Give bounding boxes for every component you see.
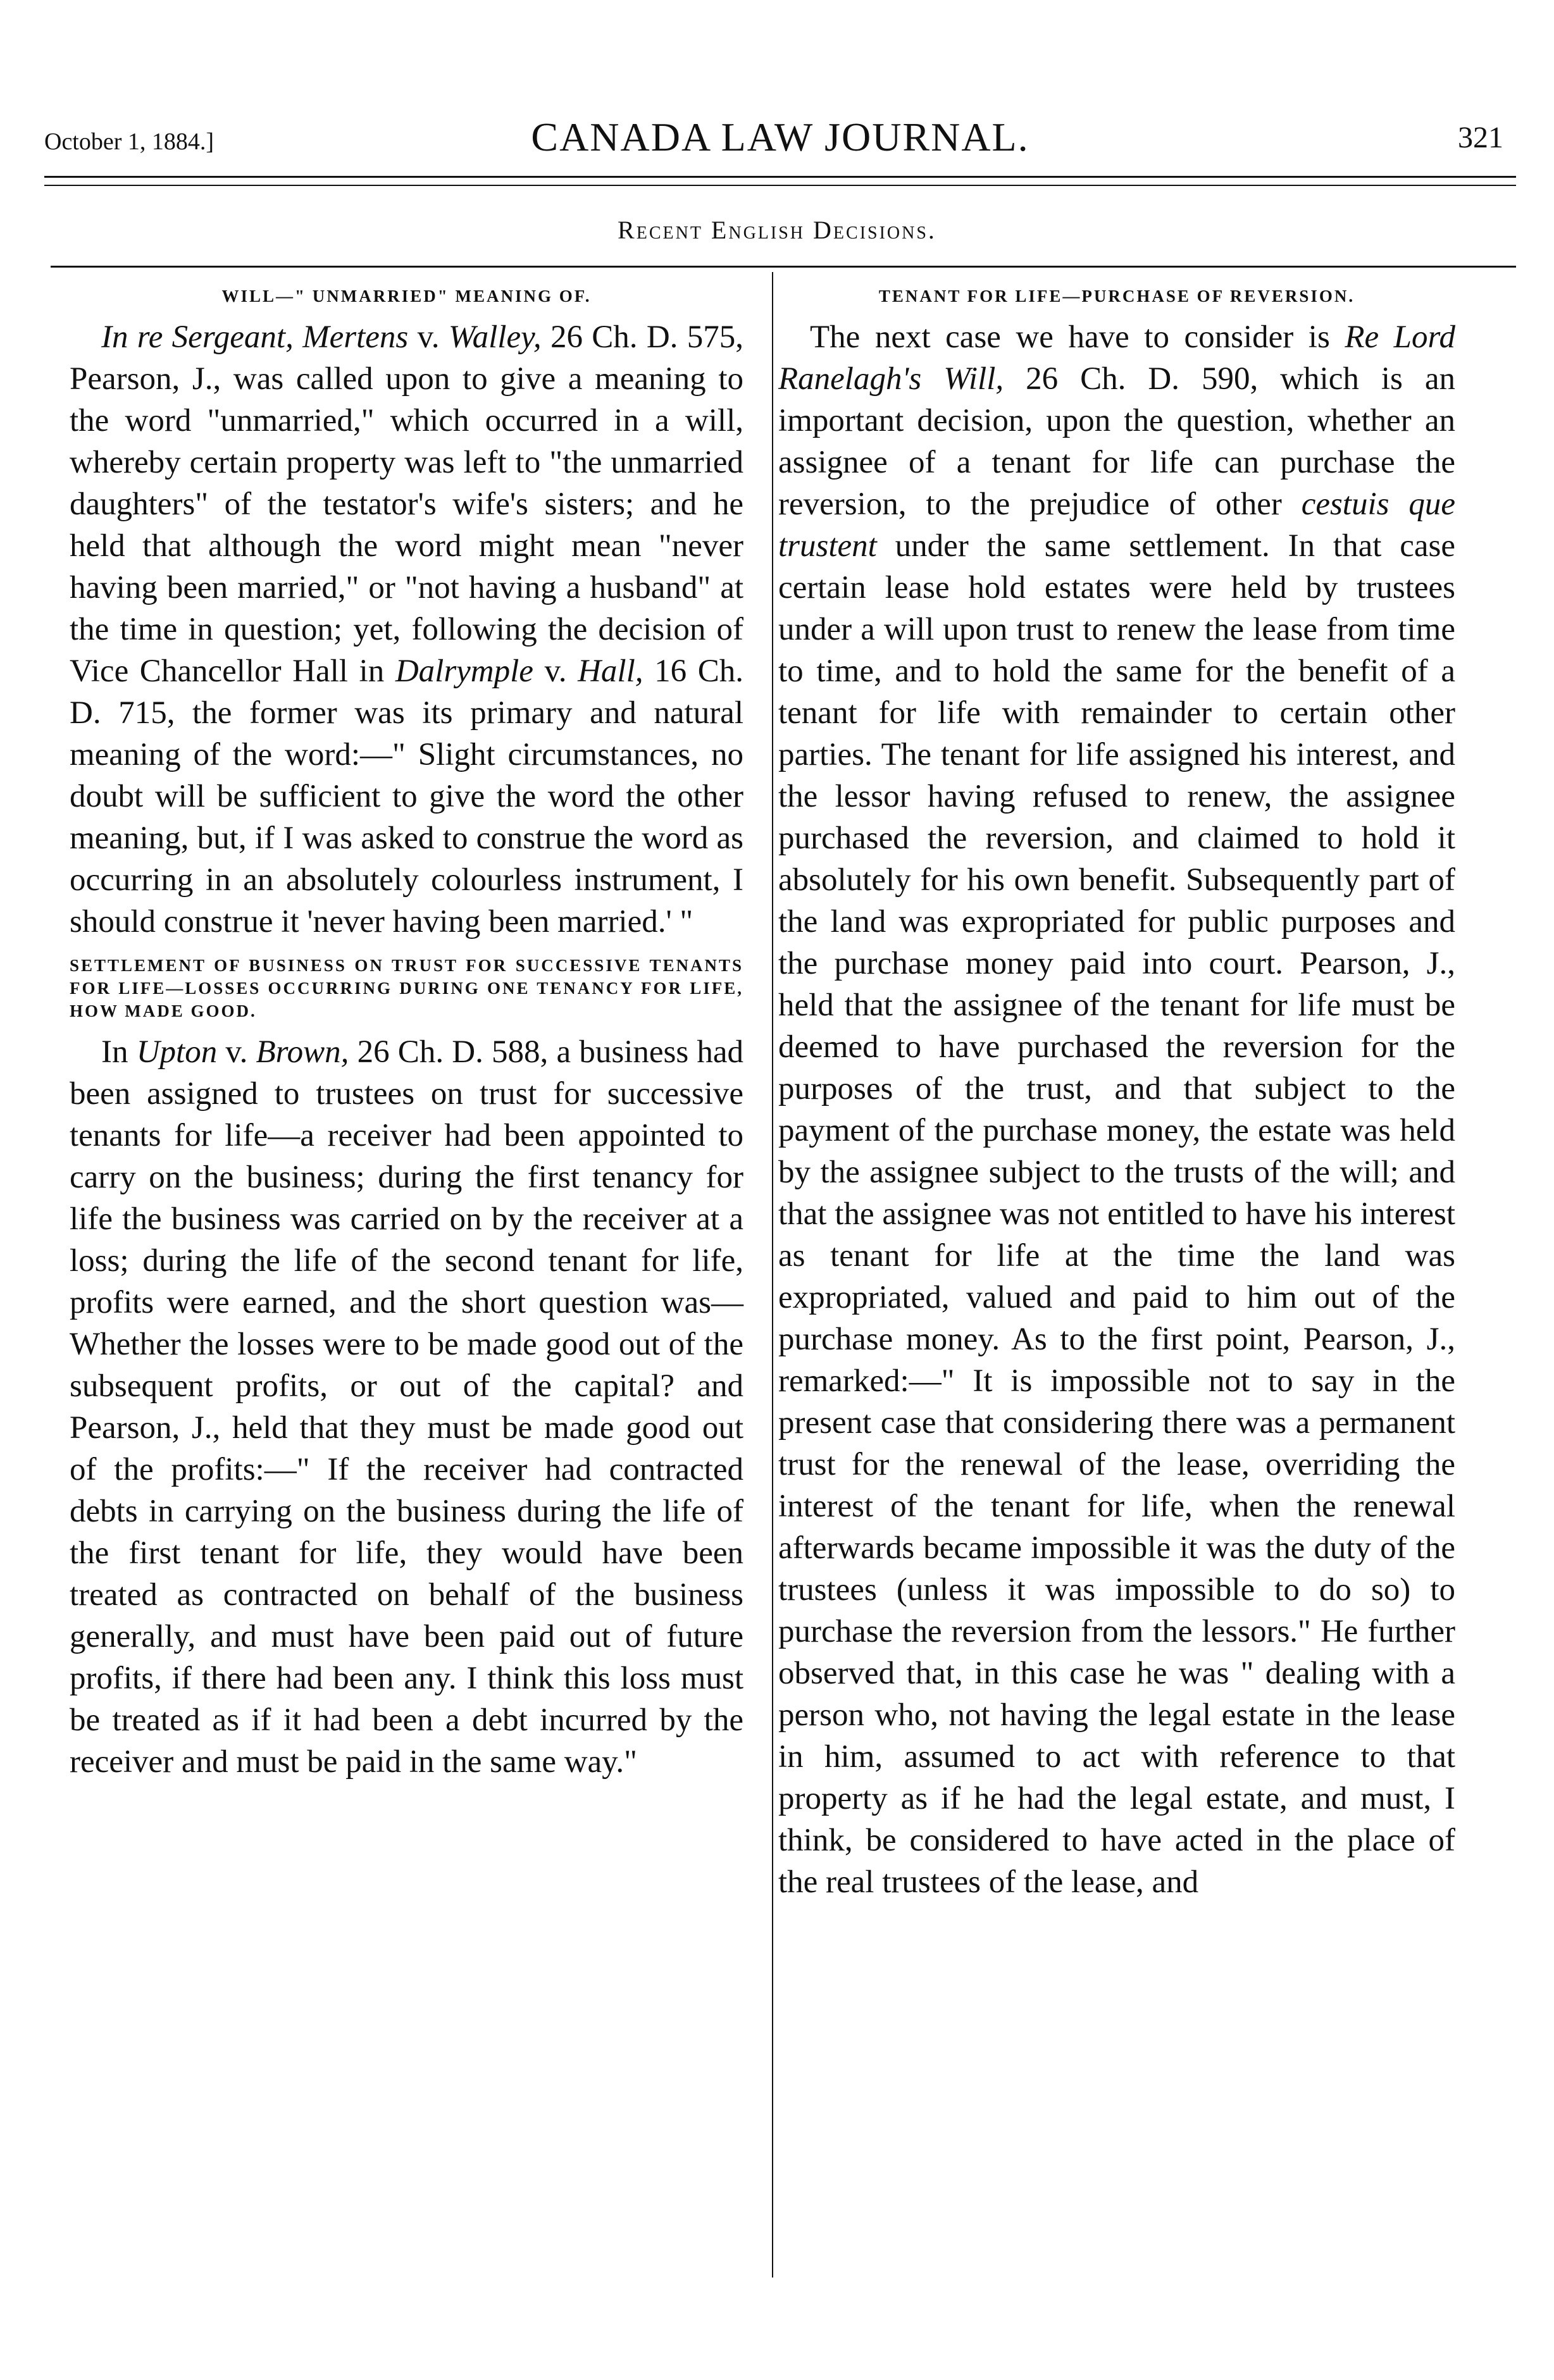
journal-title: CANADA LAW JOURNAL. — [531, 115, 1029, 159]
paragraph-sergeant-case — [70, 316, 743, 943]
right-column — [778, 285, 1455, 1914]
latin-term: cestuis que trustent — [778, 487, 1455, 564]
left-column — [70, 285, 743, 1794]
case-name: Dalrymple — [395, 654, 533, 689]
versus: v. — [533, 654, 578, 689]
paragraph-text: under the same settlement. In that case certain lease hold estates were held by trustees under a will upon trust to renew the lease from time to time, and to hold the same for the benefit of a tenant for life with remainder to certain other parties. The tenant for life assigned his interest, and the lessor having refused to renew, the assignee purchased the reversion, and claimed to hold it absolutely for his own benefit. Subsequently part of the land was expropriated for public purposes and the purchase money paid into court. Pearson, J., held that the assignee of the tenant for life must be deemed to have purchased the reversion for the purposes of the trust, and that subject to the payment of the purchase money, the estate was held by the assignee subject to the trusts of the will; and that the assignee was not entitled to have his interest as tenant for life at the time the land was expropriated, valued and paid to him out of the purchase money. As to the first point, Pearson, J., remarked:—" It is impossible not to say in the present case that considering there was a permanent trust for the renewal of the lease, overriding the interest of the tenant for life, when the renewal afterwards became impossible it was the duty of the trustees (unless it was impossible to do so) to purchase the reversion from the lessors." He further observed that, in this case he was " dealing with a person who, not having the legal estate in the lease in him, assumed to act with reference to that property as if he had the legal estate, and must, I think, be considered to have acted in the place of the real trustees of the lease, and — [778, 528, 1455, 1900]
paragraph-text: 26 Ch. D. 575, Pearson, J., was called upon to give a meaning to the word "unmarried," which occurred in a will, whereby certain property was left to "the unmarried daughters" of the testator's wife's sisters; and he held that although the word might mean "never having been married," or "not having a husband" at the time in question; yet, following the decision of Vice Chancellor Hall in — [70, 319, 743, 689]
header-rule-bottom — [44, 185, 1516, 186]
paragraph-text: The next case we have to consider is — [810, 319, 1345, 355]
heading-settlement-business: SETTLEMENT OF BUSINESS ON TRUST FOR SUCCESSIVE TENANTS FOR LIFE—LOSSES OCCURRING DURING ONE TENANCY FOR LIFE, HOW MADE GOOD. — [70, 956, 743, 1020]
section-rule — [51, 266, 1516, 268]
page-number: 321 — [1458, 121, 1503, 154]
header-rule-top — [44, 176, 1516, 178]
paragraph-text: 26 Ch. D. 590, which is an important decision, upon the question, whether an assignee of a tenant for life can purchase the reversion, to the prejudice of other — [778, 361, 1455, 522]
versus: v. — [217, 1034, 256, 1070]
page-header — [44, 114, 1516, 171]
party-name: Walley, — [448, 319, 542, 355]
section-title: Recent English Decisions. — [618, 216, 936, 244]
paragraph-lead: In — [101, 1034, 137, 1070]
heading-will-unmarried: WILL—" UNMARRIED" MEANING OF. — [221, 287, 592, 306]
issue-date: October 1, 1884.] — [44, 128, 214, 155]
case-name: Re Lord Ranelagh's Will, — [778, 319, 1455, 397]
paragraph-upton-case — [70, 1031, 743, 1783]
versus: v. — [408, 319, 449, 355]
heading-tenant-for-life: TENANT FOR LIFE—PURCHASE OF REVERSION. — [878, 287, 1355, 306]
column-divider — [772, 272, 773, 2278]
paragraph-text: 26 Ch. D. 588, a business had been assigned to trustees on trust for successive tenants for life—a receiver had been appointed to carry on the business; during the first tenancy for life the business was carried on by the receiver at a loss; during the life of the second tenant for life, profits were earned, and the short question was—Whether the losses were to be made good out of the subsequent profits, or out of the capital? and Pearson, J., held that they must be made good out of the profits:—" If the receiver had contracted debts in carrying on the business during the life of the first tenant for life, they would have been treated as contracted on behalf of the business generally, and must have been paid out of future profits, if there had been any. I think this loss must be treated as if it had been a debt incurred by the receiver and must be paid in the same way." — [70, 1034, 744, 1780]
paragraph-text: 16 Ch. D. 715, the former was its primary and natural meaning of the word:—" Slight circumstances, no doubt will be sufficient to give the word the other meaning, but, if I was asked to construe the word as occurring in an absolutely colourless instrument, I should construe it 'never having been married.' " — [70, 654, 743, 939]
case-name: In re Sergeant, Mertens — [101, 319, 409, 355]
paragraph-ranelagh-case — [778, 316, 1455, 1903]
party-name: Hall, — [578, 654, 643, 689]
case-name: Upton — [136, 1034, 218, 1070]
party-name: Brown, — [256, 1034, 349, 1070]
